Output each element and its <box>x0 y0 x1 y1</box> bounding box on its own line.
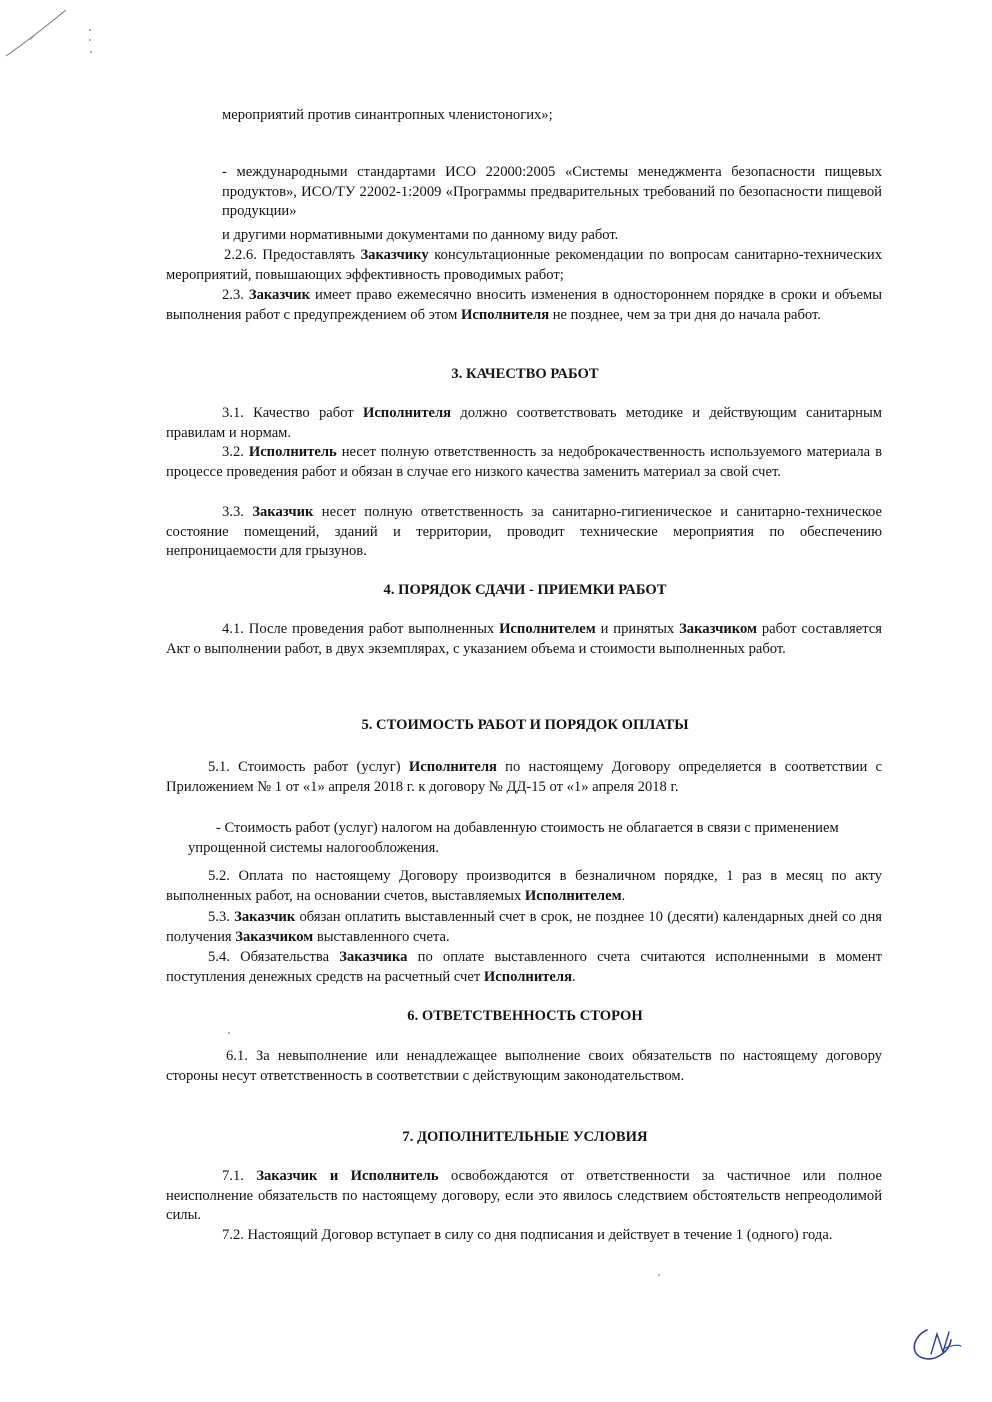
section-title-3: 3. КАЧЕСТВО РАБОТ <box>451 366 599 382</box>
paragraph-4-1: 4.1. После проведения работ выполненных Исполнителем и принятых Заказчиком работ составляется Акт о выполнении работ, в двух экземплярах, с указанием объема и стоимости выполненных работ. <box>166 621 882 657</box>
scan-dot <box>226 1030 232 1036</box>
paragraph-5-2: 5.2. Оплата по настоящему Договору производится в безналичном порядке, 1 раз в месяц по акту выполненных работ, на основании счетов, выставляемых Исполнителем. <box>166 868 882 904</box>
paragraph-7-2: 7.2. Настоящий Договор вступает в силу со дня подписания и действует в течение 1 (одного) года. <box>222 1227 833 1243</box>
scan-dot <box>656 1272 662 1278</box>
paragraph-iso-standards: - международными стандартами ИСО 22000:2005 «Системы менеджмента безопасности пищевых продуктов», ИСО/ТУ 22002-1:2009 «Программы предварительных требований по безопасности пищевой продукции» <box>222 164 882 220</box>
paragraph-other-documents: и другими нормативными документами по данному виду работ. <box>222 227 619 243</box>
paragraph-3-1: 3.1. Качество работ Исполнителя должно соответствовать методике и действующим санитарным правилам и нормам. <box>166 405 882 441</box>
paragraph-2-2-6: 2.2.6. Предоставлять Заказчику консультационные рекомендации по вопросам санитарно-технических мероприятий, повышающих эффективность проводимых работ; <box>166 247 883 283</box>
paragraph-2-2-5-end: мероприятий против синантропных членистоногих»; <box>222 107 553 123</box>
paragraph-7-1: 7.1. Заказчик и Исполнитель освобождаются от ответственности за частичное или полное неисполнение обязательств по настоящему договору, если это явилось следствием обстоятельств непреодолимой силы. <box>166 1168 883 1224</box>
paragraph-vat: - Стоимость работ (услуг) налогом на добавленную стоимость не облагается в связи с применением упрощенной системы налогообложения. <box>188 820 839 856</box>
scan-mark-top-left <box>0 0 110 80</box>
paragraph-3-3: 3.3. Заказчик несет полную ответственность за санитарно-гигиеническое и санитарно-техническое состояние помещений, зданий и территории, проводит технические мероприятия по обеспечению непроницаемости для грызунов. <box>166 504 882 560</box>
section-title-4: 4. ПОРЯДОК СДАЧИ - ПРИЕМКИ РАБОТ <box>383 582 667 598</box>
initials-signature <box>905 1322 965 1368</box>
section-title-7: 7. ДОПОЛНИТЕЛЬНЫЕ УСЛОВИЯ <box>402 1129 648 1145</box>
paragraph-5-1: 5.1. Стоимость работ (услуг) Исполнителя по настоящему Договору определяется в соответствии с Приложением № 1 от «1» апреля 2018 г. к договору № ДД-15 от «1» апреля 2018 г. <box>166 759 882 795</box>
paragraph-6-1: 6.1. За невыполнение или ненадлежащее выполнение своих обязательств по настоящему договору стороны несут ответственность в соответствии с действующим законодательством. <box>166 1048 882 1084</box>
paragraph-5-3: 5.3. Заказчик обязан оплатить выставленный счет в срок, не позднее 10 (десяти) календарных дней со дня получения Заказчиком выставленного счета. <box>166 909 882 945</box>
paragraph-5-4: 5.4. Обязательства Заказчика по оплате выставленного счета считаются исполненными в момент поступления денежных средств на расчетный счет Исполнителя. <box>166 949 882 985</box>
section-title-6: 6. ОТВЕТСТВЕННОСТЬ СТОРОН <box>407 1008 643 1024</box>
section-title-5: 5. СТОИМОСТЬ РАБОТ И ПОРЯДОК ОПЛАТЫ <box>361 717 689 733</box>
paragraph-3-2: 3.2. Исполнитель несет полную ответственность за недоброкачественность используемого материала в процессе проведения работ и обязан в случае его низкого качества заменить материал за свой счет. <box>166 444 882 480</box>
paragraph-2-3: 2.3. Заказчик имеет право ежемесячно вносить изменения в одностороннем порядке в сроки и объемы выполнения работ с предупреждением об этом Исполнителя не позднее, чем за три дня до начала работ. <box>166 287 882 323</box>
